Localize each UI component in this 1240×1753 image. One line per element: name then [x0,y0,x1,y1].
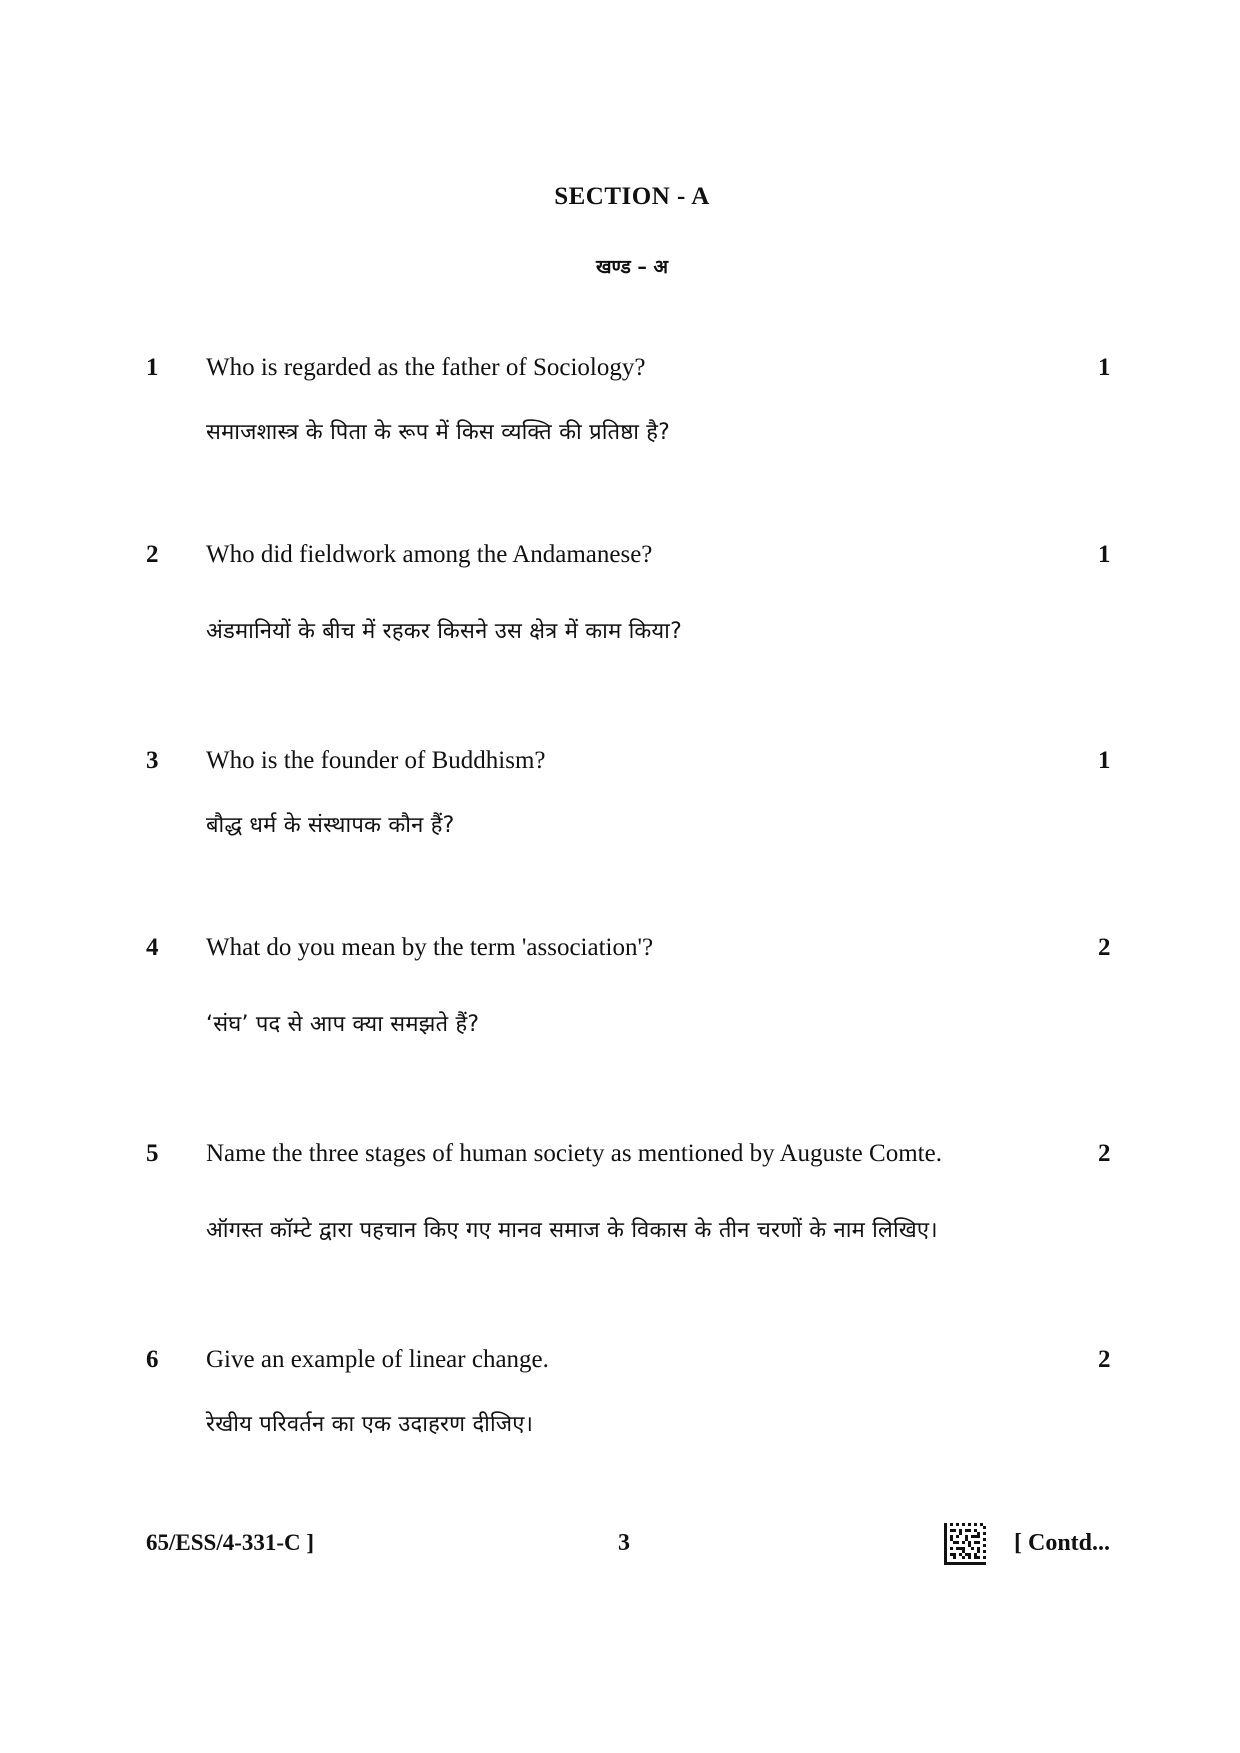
question-number: 2 [146,541,159,568]
qr-code-icon [944,1523,986,1565]
question-marks: 1 [1098,354,1111,381]
section-title: SECTION - A [554,183,710,210]
question-number: 6 [146,1346,159,1373]
page-number: 3 [618,1530,630,1556]
question-marks: 2 [1098,1140,1111,1167]
question-text-english: Who is regarded as the father of Sociology? [206,354,646,381]
question-number: 1 [146,354,159,381]
question-text-english: What do you mean by the term 'association'? [206,934,654,961]
question-text-english: Who is the founder of Buddhism? [206,747,546,774]
section-subtitle-hindi: खण्ड – अ [596,256,668,278]
question-text-hindi: ऑगस्त कॉम्टे द्वारा पहचान किए गए मानव समाज के विकास के तीन चरणों के नाम लिखिए। [206,1218,938,1243]
paper-code: 65/ESS/4-331-C ] [146,1530,315,1555]
question-text-hindi: रेखीय परिवर्तन का एक उदाहरण दीजिए। [206,1412,534,1437]
question-number: 3 [146,747,159,774]
question-text-hindi: ‘संघ’ पद से आप क्या समझते हैं? [206,1012,480,1037]
question-text-english: Name the three stages of human society as mentioned by Auguste Comte. [206,1140,942,1167]
question-marks: 1 [1098,541,1111,568]
question-text-hindi: अंडमानियों के बीच में रहकर किसने उस क्षेत्र में काम किया? [206,619,682,644]
continued-marker: [ Contd... [1014,1530,1111,1556]
question-marks: 1 [1098,747,1111,774]
question-number: 4 [146,934,159,961]
question-number: 5 [146,1140,159,1167]
question-text-english: Who did fieldwork among the Andamanese? [206,541,653,568]
question-marks: 2 [1098,934,1111,961]
question-text-hindi: समाजशास्त्र के पिता के रूप में किस व्यक्ति की प्रतिष्ठा है? [206,420,671,445]
question-text-hindi: बौद्ध धर्म के संस्थापक कौन हैं? [206,813,455,838]
question-marks: 2 [1098,1346,1111,1373]
question-text-english: Give an example of linear change. [206,1346,549,1373]
